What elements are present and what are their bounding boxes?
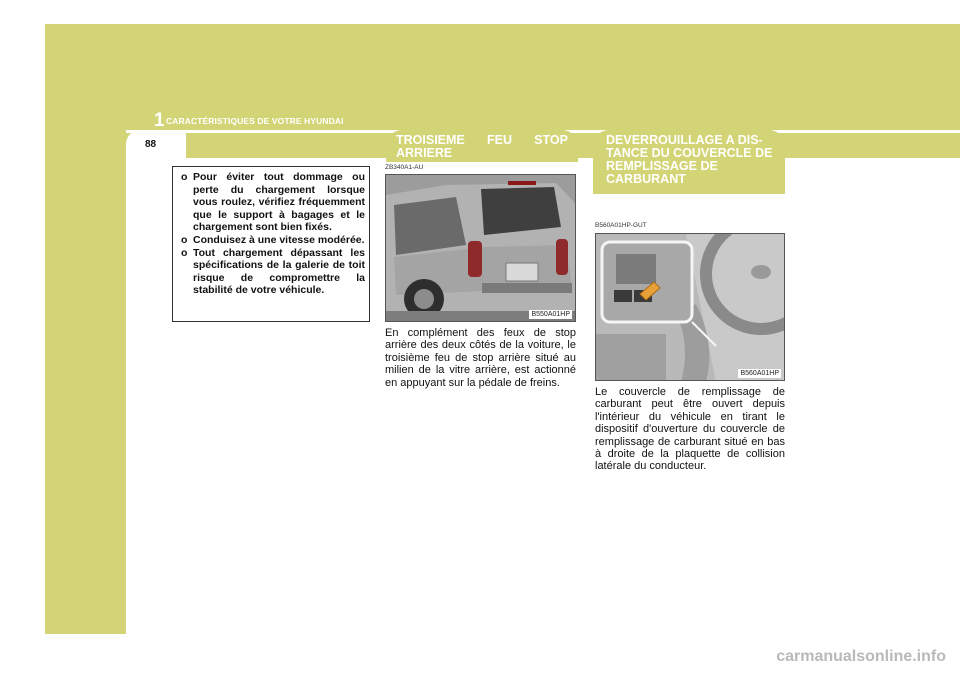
caution-item: o Pour éviter tout dommage ou perte du chargement lorsque vous roulez, vérifiez fréquemment que le support à bagages et le chargement sont bien fixés. <box>181 171 365 234</box>
section-body: En complément des feux de stop arrière des deux côtés de la voiture, le troisième feu de stop arrière situé au milien de la vitre arrière, est actionné en appuyant sur la pédale de freins. <box>385 327 576 389</box>
figure-code: B560A01HP <box>740 370 779 377</box>
watermark: carmanualsonline.info <box>776 648 946 665</box>
fuel-release-figure <box>595 233 785 381</box>
fuel-release-illustration <box>596 234 785 381</box>
figure-code: B550A01HP <box>531 311 570 318</box>
suv-rear-figure <box>385 174 576 322</box>
chapter-number: 1 <box>154 110 165 131</box>
chapter-title: CARACTÉRISTIQUES DE VOTRE HYUNDAI <box>166 116 344 126</box>
section-title: DEVERROUILLAGE A DIS-TANCE DU COUVERCLE DE REMPLISSAGE DE CARBURANT <box>606 133 773 186</box>
caution-item: o Tout chargement dépassant les spécifications de la galerie de toit risque de compromettre la stabilité de votre véhicule. <box>181 246 365 297</box>
section-body: Le couvercle de remplissage de carburant peut être ouvert depuis l'intérieur du véhicule en tirant le dispositif d'ouverture du couvercle de remplissage de carburant situé en bas à droite de la plaquette de collision latérale du conducteur. <box>595 386 785 473</box>
section-code: B560A01HP-GUT <box>595 222 647 229</box>
section-title: TROISIEME FEU STOP ARRIERE <box>396 133 568 160</box>
section-code: ZB340A1-AU <box>385 164 424 171</box>
caution-list <box>173 167 369 297</box>
caution-item: o Conduisez à une vitesse modérée. <box>181 233 365 246</box>
page-number: 88 <box>145 139 157 150</box>
caution-box <box>172 166 370 322</box>
suv-rear-illustration <box>386 175 576 322</box>
